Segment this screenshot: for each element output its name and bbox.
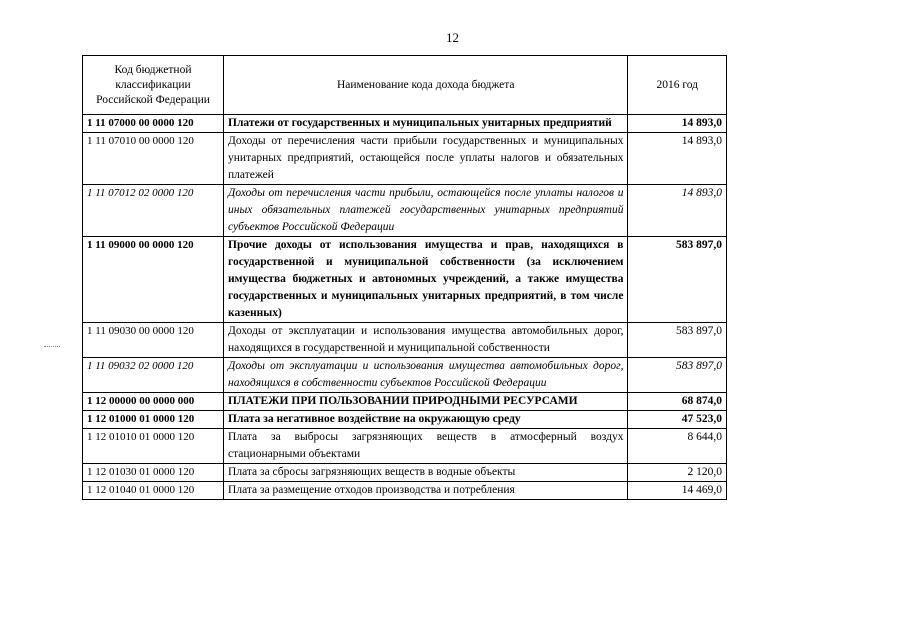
- code-cell: 1 12 01010 01 0000 120: [83, 429, 224, 464]
- name-cell: Плата за выбросы загрязняющих веществ в атмосферный воздух стационарными объектами: [224, 429, 628, 464]
- name-cell: Платежи от государственных и муниципальных унитарных предприятий: [224, 115, 628, 133]
- code-cell: 1 11 07010 00 0000 120: [83, 133, 224, 185]
- code-cell: 1 11 09000 00 0000 120: [83, 237, 224, 323]
- table-header-row: [83, 56, 727, 115]
- amount-cell: 583 897,0: [628, 237, 727, 323]
- table-row: [83, 464, 727, 482]
- table-row: [83, 133, 727, 185]
- code-cell: 1 12 01030 01 0000 120: [83, 464, 224, 482]
- code-cell: 1 12 01000 01 0000 120: [83, 411, 224, 429]
- margin-mark: [44, 346, 60, 347]
- page-number: 12: [446, 30, 459, 45]
- code-cell: 1 12 00000 00 0000 000: [83, 393, 224, 411]
- code-cell: 1 11 07012 02 0000 120: [83, 185, 224, 237]
- amount-cell: 583 897,0: [628, 323, 727, 358]
- table-row: [83, 411, 727, 429]
- table-row: [83, 429, 727, 464]
- code-cell: 1 11 09032 02 0000 120: [83, 358, 224, 393]
- table-row: [83, 185, 727, 237]
- code-cell: 1 11 09030 00 0000 120: [83, 323, 224, 358]
- name-cell: Доходы от перечисления части прибыли государственных и муниципальных унитарных предприятий, остающейся после уплаты налогов и обязательных платежей: [224, 133, 628, 185]
- amount-cell: 14 893,0: [628, 115, 727, 133]
- header-name: Наименование кода дохода бюджета: [224, 56, 628, 115]
- amount-cell: 14 893,0: [628, 133, 727, 185]
- name-cell: ПЛАТЕЖИ ПРИ ПОЛЬЗОВАНИИ ПРИРОДНЫМИ РЕСУРСАМИ: [224, 393, 628, 411]
- name-cell: Доходы от перечисления части прибыли, остающейся после уплаты налогов и иных обязательных платежей государственных унитарных предприятий субъектов Российской Федерации: [224, 185, 628, 237]
- amount-cell: 68 874,0: [628, 393, 727, 411]
- code-cell: 1 11 07000 00 0000 120: [83, 115, 224, 133]
- amount-cell: 14 893,0: [628, 185, 727, 237]
- amount-cell: 47 523,0: [628, 411, 727, 429]
- amount-cell: 14 469,0: [628, 482, 727, 500]
- budget-revenue-table: [82, 55, 727, 500]
- table-row: [83, 482, 727, 500]
- name-cell: Доходы от эксплуатации и использования имущества автомобильных дорог, находящихся в государственной и муниципальной собственности: [224, 323, 628, 358]
- name-cell: Прочие доходы от использования имущества и прав, находящихся в государственной и муниципальной собственности (за исключением имущества бюджетных и автономных учреждений, а также имущества государственных и муниципальных унитарных предприятий, в том числе казенных): [224, 237, 628, 323]
- header-year: 2016 год: [628, 56, 727, 115]
- amount-cell: 8 644,0: [628, 429, 727, 464]
- table-row: [83, 393, 727, 411]
- table-row: [83, 237, 727, 323]
- name-cell: Плата за размещение отходов производства и потребления: [224, 482, 628, 500]
- table-row: [83, 323, 727, 358]
- amount-cell: 2 120,0: [628, 464, 727, 482]
- name-cell: Плата за негативное воздействие на окружающую среду: [224, 411, 628, 429]
- code-cell: 1 12 01040 01 0000 120: [83, 482, 224, 500]
- table-body: [83, 115, 727, 500]
- table-row: [83, 358, 727, 393]
- table-row: [83, 115, 727, 133]
- name-cell: Плата за сбросы загрязняющих веществ в водные объекты: [224, 464, 628, 482]
- name-cell: Доходы от эксплуатации и использования имущества автомобильных дорог, находящихся в собственности субъектов Российской Федерации: [224, 358, 628, 393]
- amount-cell: 583 897,0: [628, 358, 727, 393]
- header-code: Код бюджетной классификации Российской Федерации: [83, 56, 224, 115]
